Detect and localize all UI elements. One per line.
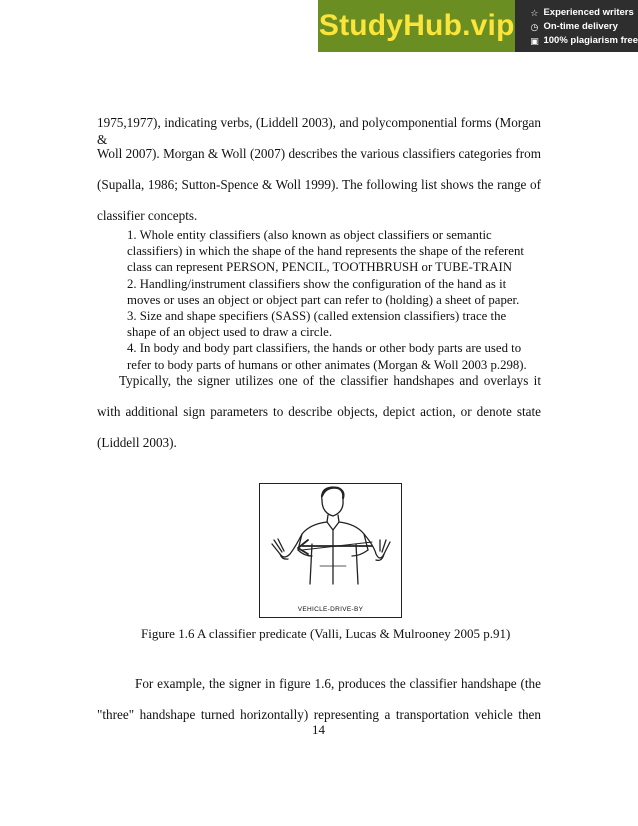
feature-item — [529, 34, 638, 48]
text-line: with additional sign parameters to describe objects, depict action, or denote state — [97, 404, 541, 419]
paragraph-2 — [97, 372, 541, 465]
star-icon: ☆ — [530, 8, 539, 18]
text-line: Woll 2007). Morgan & Woll (2007) describes the various classifiers categories from — [97, 146, 541, 161]
figure-label: VEHICLE-DRIVE-BY — [297, 606, 364, 613]
clock-icon: ◷ — [530, 22, 539, 32]
list-line: class can represent PERSON, PENCIL, TOOTHBRUSH or TUBE-TRAIN — [127, 260, 512, 275]
feature-text: 100% plagiarism free — [543, 35, 638, 46]
list-line: shape of an object used to draw a circle. — [127, 325, 333, 340]
list-line: 3. Size and shape specifiers (SASS) (called extension classifiers) trace the — [127, 309, 507, 324]
list-line: 1. Whole entity classifiers (also known as object classifiers or semantic — [127, 228, 492, 242]
paragraph-1 — [97, 114, 541, 238]
list-line: 4. In body and body part classifiers, the hands or other body parts are used to — [127, 341, 522, 356]
text-line: classifier concepts. — [97, 208, 198, 223]
feature-item — [529, 20, 638, 34]
logo-text: StudyHub.vip — [318, 9, 515, 42]
text-line: Typically, the signer utilizes one of the classifier handshapes and overlays it — [119, 373, 541, 388]
signer-illustration — [260, 484, 400, 604]
document-check-icon: ▣ — [530, 36, 539, 46]
text-line: "three" handshape turned horizontally) representing a transportation vehicle then — [97, 707, 541, 722]
text-line: (Supalla, 1986; Sutton-Spence & Woll 1999). The following list shows the range of — [97, 177, 541, 192]
classifier-list — [127, 227, 527, 373]
text-line: 1975,1977), indicating verbs, (Liddell 2003), and polycomponential forms (Morgan & — [97, 115, 541, 147]
studyhub-logo[interactable] — [318, 0, 515, 52]
list-line: classifiers) in which the shape of the hand represents the shape of the referent — [127, 244, 524, 259]
studyhub-banner[interactable] — [318, 0, 638, 52]
list-line: refer to body parts of humans or other animates (Morgan & Woll 2003 p.298). — [127, 357, 527, 372]
figure-caption: Figure 1.6 A classifier predicate (Valli, Lucas & Mulrooney 2005 p.91) — [141, 626, 511, 641]
feature-item — [529, 6, 638, 20]
list-line: moves or uses an object or object part can refer to (holding) a sheet of paper. — [127, 292, 520, 307]
feature-text: Experienced writers — [543, 7, 634, 18]
page-number: 14 — [312, 722, 325, 737]
feature-text: On-time delivery — [543, 21, 618, 32]
text-line: (Liddell 2003). — [97, 435, 177, 450]
text-line: For example, the signer in figure 1.6, produces the classifier handshape (the — [135, 676, 541, 691]
figure-image — [259, 483, 402, 618]
list-line: 2. Handling/instrument classifiers show the configuration of the hand as it — [127, 276, 507, 291]
feature-list — [515, 0, 638, 52]
